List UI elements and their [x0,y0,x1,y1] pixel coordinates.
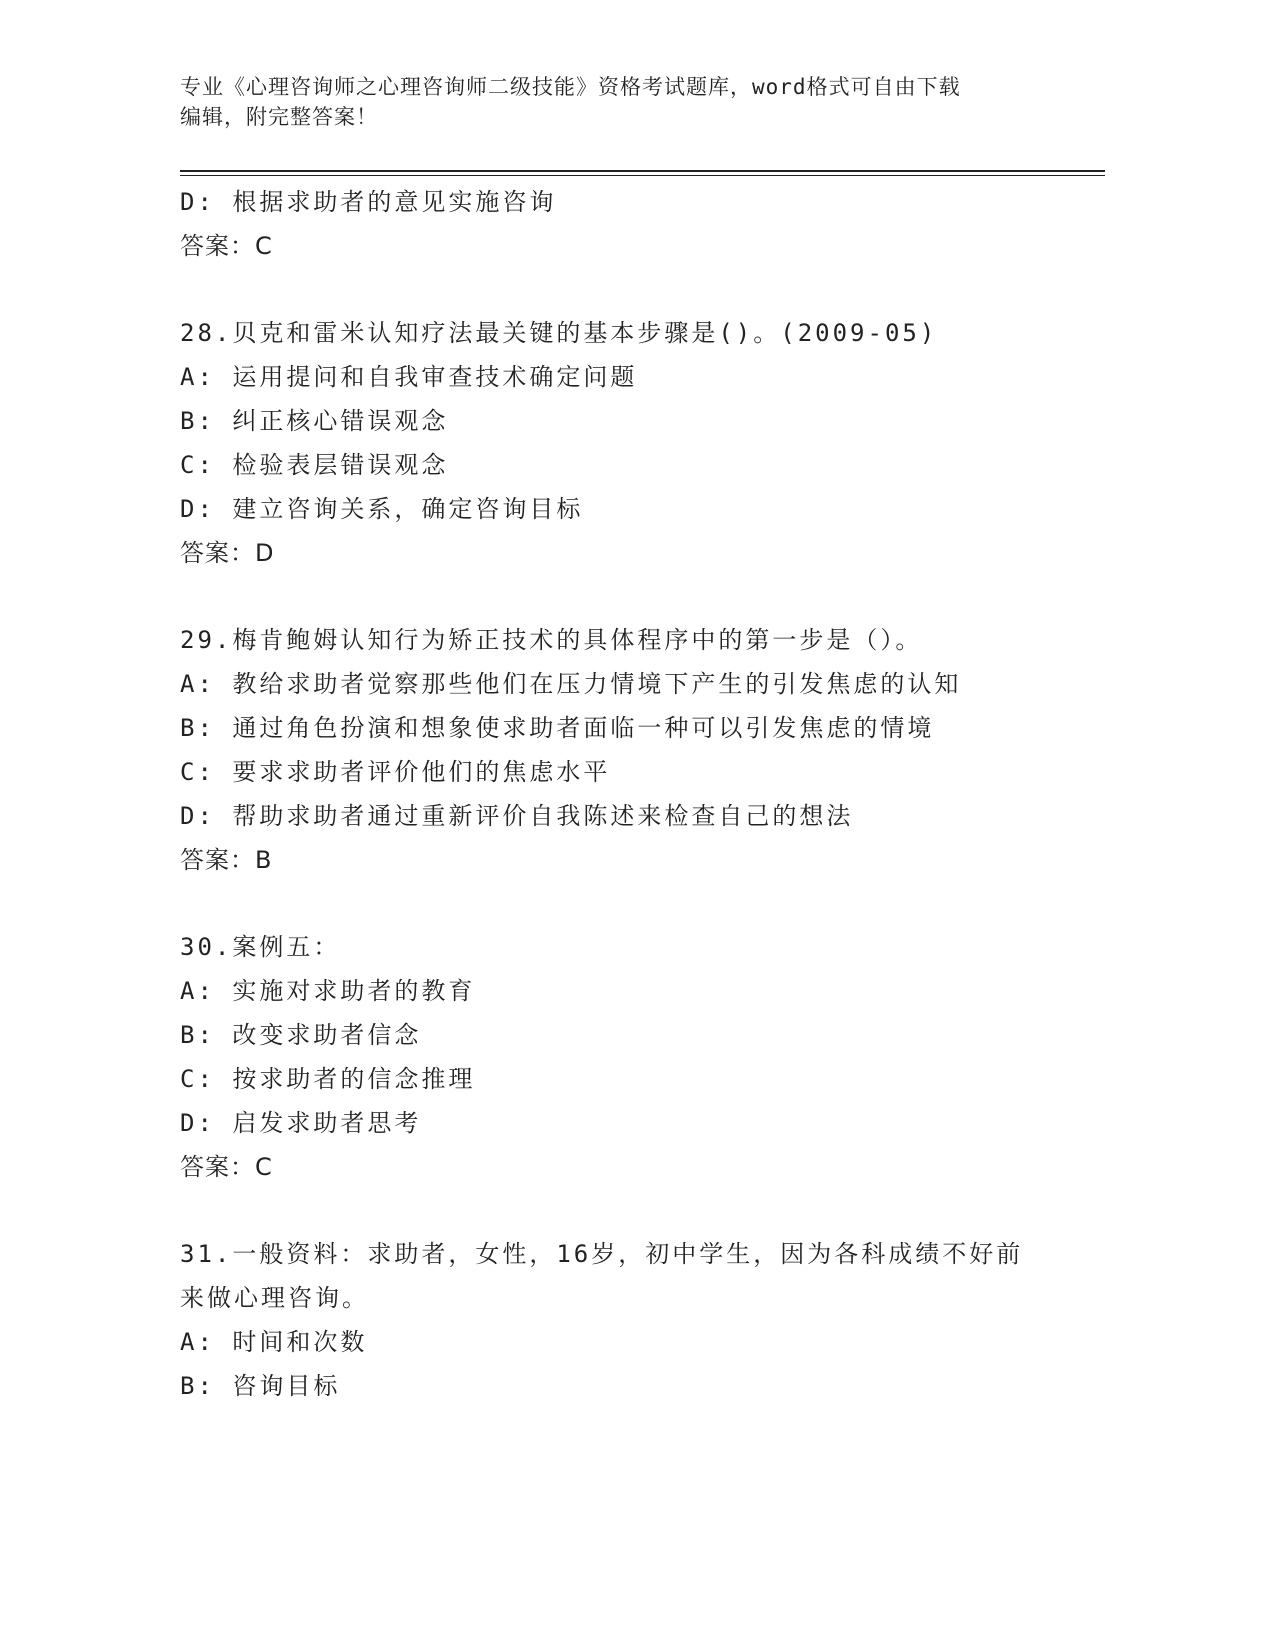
spacer [180,575,1100,618]
answer-line: 答案：C [180,232,273,260]
option-b: B: 纠正核心错误观念 [180,407,449,435]
option-a: A: 运用提问和自我审查技术确定问题 [180,363,638,391]
header-divider-thin [180,175,1105,176]
option-c: C: 要求求助者评价他们的焦虑水平 [180,758,611,786]
question-stem-line-2: 来做心理咨询。 [180,1284,369,1312]
answer-line: 答案：B [180,846,273,874]
spacer [180,268,1100,311]
question-stem-line-1: 31.一般资料：求助者，女性，16岁，初中学生，因为各科成绩不好前 [180,1240,1024,1268]
option-b: B: 改变求助者信念 [180,1021,422,1049]
option-b: B: 咨询目标 [180,1372,341,1400]
question-29 [180,618,1100,882]
option-d: D: 帮助求助者通过重新评价自我陈述来检查自己的想法 [180,802,854,830]
header-line-1: 专业《心理咨询师之心理咨询师二级技能》资格考试题库，word格式可自由下载 [180,75,961,99]
option-c: C: 检验表层错误观念 [180,451,449,479]
document-header [180,72,1060,132]
header-line-2: 编辑，附完整答案！ [180,105,378,129]
option-d: D: 启发求助者思考 [180,1109,422,1137]
option-b: B: 通过角色扮演和想象使求助者面临一种可以引发焦虑的情境 [180,714,935,742]
option-a: A: 实施对求助者的教育 [180,977,476,1005]
question-27-tail [180,180,1100,268]
question-28 [180,311,1100,575]
option-a: A: 教给求助者觉察那些他们在压力情境下产生的引发焦虑的认知 [180,670,962,698]
question-stem: 28.贝克和雷米认知疗法最关键的基本步骤是()。(2009-05) [180,319,938,347]
spacer [180,882,1100,925]
option-a: A: 时间和次数 [180,1328,368,1356]
option-d: D: 根据求助者的意见实施咨询 [180,188,557,216]
question-list [180,180,1100,1408]
spacer [180,1189,1100,1232]
question-30 [180,925,1100,1189]
option-d: D: 建立咨询关系，确定咨询目标 [180,495,584,523]
answer-line: 答案：C [180,1153,273,1181]
question-stem: 29.梅肯鲍姆认知行为矫正技术的具体程序中的第一步是（）。 [180,626,923,654]
question-stem: 30.案例五： [180,933,341,961]
option-c: C: 按求助者的信念推理 [180,1065,476,1093]
header-divider-thick [180,170,1105,172]
question-31 [180,1232,1100,1408]
answer-line: 答案：D [180,539,275,567]
